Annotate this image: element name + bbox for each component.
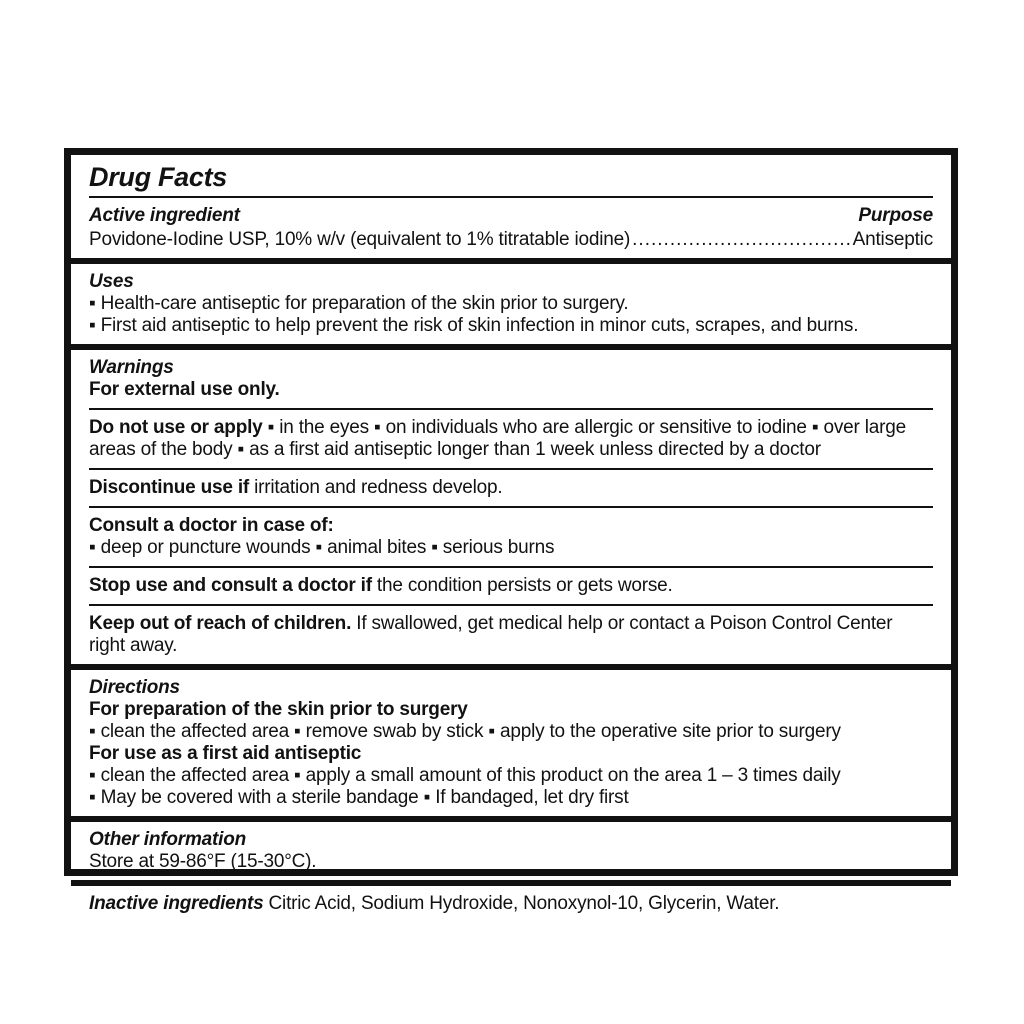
- section-directions: [71, 670, 951, 816]
- consult-items: ▪ deep or puncture wounds ▪ animal bites ▪ serious burns: [89, 537, 555, 558]
- warning-stop-use: [71, 568, 951, 604]
- uses-item: ▪ First aid antiseptic to help prevent the risk of skin infection in minor cuts, scrapes, and burns.: [89, 315, 859, 336]
- directions-first-aid-items-2: ▪ May be covered with a sterile bandage ▪ If bandaged, let dry first: [89, 787, 629, 808]
- section-uses: [71, 264, 951, 344]
- directions-surgery-heading: For preparation of the skin prior to surgery: [89, 699, 468, 720]
- inactive-ingredients-list: Citric Acid, Sodium Hydroxide, Nonoxynol-10, Glycerin, Water.: [263, 893, 780, 914]
- do-not-use-text: ▪ in the eyes ▪ on individuals who are allergic or sensitive to iodine ▪ over large areas of the body ▪ as a first aid antiseptic longer than 1 week unless directed by a doctor: [89, 417, 906, 460]
- stop-use-lead: Stop use and consult a doctor if: [89, 575, 372, 596]
- warning-consult-doctor: [71, 508, 951, 566]
- stop-use-text: the condition persists or gets worse.: [371, 575, 673, 596]
- discontinue-lead: Discontinue use if: [89, 477, 250, 498]
- keep-out-text: If swallowed, get medical help or contact a Poison Control Center right away.: [89, 613, 893, 656]
- keep-out-lead: Keep out of reach of children.: [89, 613, 352, 634]
- other-information-heading: Other information: [89, 829, 247, 850]
- inactive-ingredients-heading: Inactive ingredients: [89, 893, 264, 914]
- section-other-information: [71, 822, 951, 880]
- storage-text: Store at 59-86°F (15-30°C).: [89, 851, 317, 872]
- label-title: Drug Facts: [89, 162, 228, 192]
- directions-heading: Directions: [89, 677, 180, 698]
- uses-item: ▪ Health-care antiseptic for preparation of the skin prior to surgery.: [89, 293, 629, 314]
- drug-facts-label: [64, 148, 958, 914]
- purpose-heading: Purpose: [858, 205, 933, 226]
- active-ingredient-heading: Active ingredient: [89, 205, 240, 226]
- section-warnings-head: [71, 350, 951, 408]
- warning-keep-out: [71, 606, 951, 664]
- discontinue-text: irritation and redness develop.: [249, 477, 503, 498]
- do-not-use-lead: Do not use or apply: [89, 417, 263, 438]
- directions-first-aid-items-1: ▪ clean the affected area ▪ apply a small amount of this product on the area 1 – 3 times daily: [89, 765, 841, 786]
- directions-surgery-items: ▪ clean the affected area ▪ remove swab by stick ▪ apply to the operative site prior to surgery: [89, 721, 841, 742]
- external-use-text: For external use only.: [89, 379, 280, 400]
- warning-discontinue: [71, 470, 951, 506]
- section-active-ingredient: [71, 198, 951, 258]
- warnings-heading: Warnings: [89, 357, 174, 378]
- warning-do-not-use: [71, 410, 951, 468]
- purpose-value: Antiseptic: [852, 229, 933, 250]
- uses-heading: Uses: [89, 271, 134, 292]
- dot-leader: [632, 229, 850, 251]
- active-ingredient-text: Povidone-Iodine USP, 10% w/v (equivalent to 1% titratable iodine): [89, 229, 631, 250]
- consult-lead: Consult a doctor in case of:: [89, 515, 334, 536]
- section-inactive-ingredients: [71, 886, 951, 922]
- directions-first-aid-heading: For use as a first aid antiseptic: [89, 743, 362, 764]
